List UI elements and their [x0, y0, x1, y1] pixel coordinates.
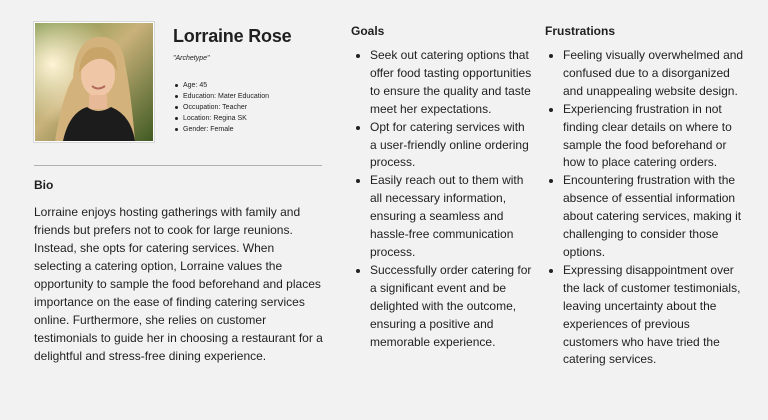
frustrations-heading: Frustrations [545, 24, 616, 38]
goal-item: Easily reach out to them with all necessary information, ensuring a seamless and hassle-free communication process. [354, 172, 534, 262]
bio-text: Lorraine enjoys hosting gatherings with family and friends but prefers not to cook for large reunions. Instead, she opts for catering services. When selecting a catering option, Lorraine values the opportunity to sample the food beforehand and places importance on the ease of finding catering services online. Furthermore, she relies on customer testimonials to guide her in choosing a restaurant for a delightful and stress-free dining experience. [34, 205, 323, 363]
persona-name: Lorraine Rose [173, 26, 292, 46]
frustrations-list [547, 47, 745, 369]
fact-location: Location: Regina SK [173, 113, 269, 124]
persona-photo [34, 22, 154, 142]
goal-item: Opt for catering services with a user-friendly online ordering process. [354, 119, 534, 173]
persona-archetype: "Archetype" [173, 55, 210, 62]
frustration-item: Feeling visually overwhelmed and confused due to a disorganized and unappealing website design. [547, 47, 745, 101]
fact-education: Education: Mater Education [173, 91, 269, 102]
goals-heading: Goals [351, 24, 385, 38]
frustration-item: Encountering frustration with the absence of essential information about catering services, making it challenging to consider those options. [547, 172, 745, 262]
fact-age: Age: 45 [173, 80, 269, 91]
frustration-item: Experiencing frustration in not finding clear details on where to sample the food beforehand or how to place catering orders. [547, 101, 745, 173]
persona-facts [173, 80, 269, 135]
person-photo-icon [35, 23, 153, 141]
bio-heading: Bio [34, 178, 54, 192]
frustration-item: Expressing disappointment over the lack of customer testimonials, leaving uncertainty about the experiences of previous customers who have tried the catering services. [547, 262, 745, 369]
goal-item: Seek out catering options that offer food tasting opportunities to ensure the quality and taste meet her expectations. [354, 47, 534, 119]
goal-item: Successfully order catering for a significant event and be delighted with the outcome, ensuring a positive and memorable experience. [354, 262, 534, 352]
fact-occupation: Occupation: Teacher [173, 102, 269, 113]
section-divider [34, 165, 322, 166]
fact-gender: Gender: Female [173, 124, 269, 135]
goals-list [354, 47, 534, 351]
